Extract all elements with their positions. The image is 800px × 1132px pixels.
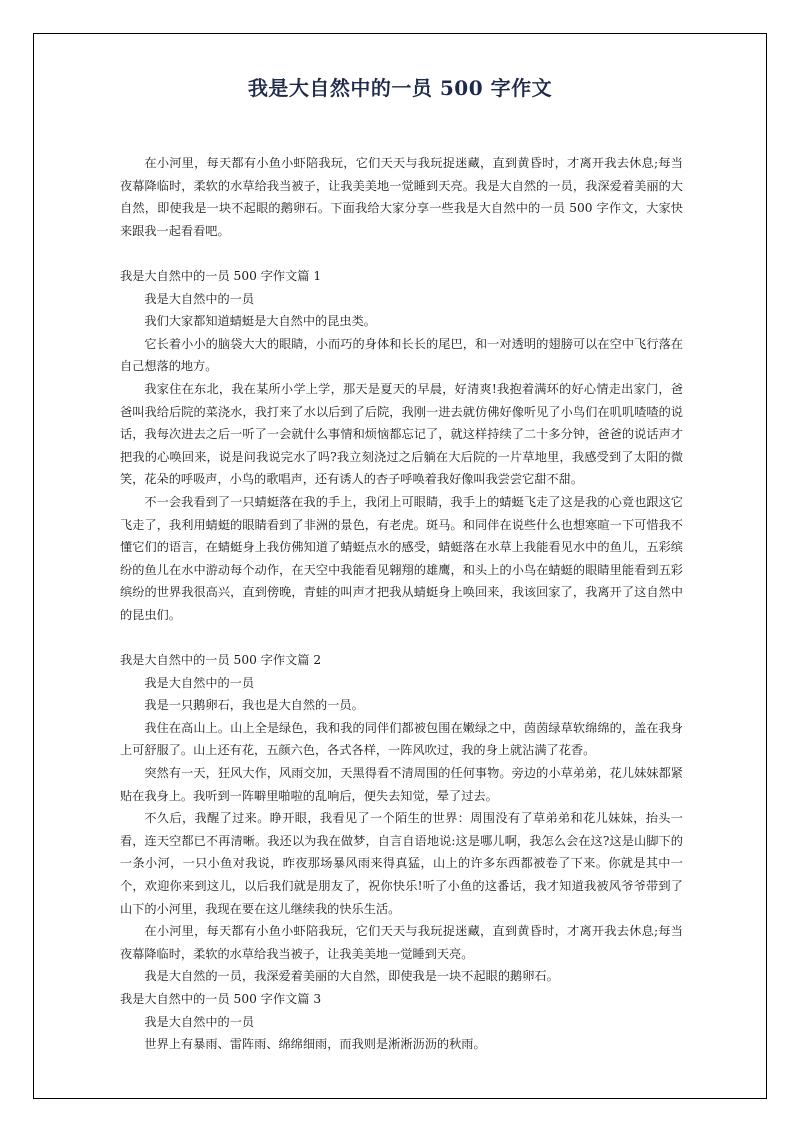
paragraph: 我住在高山上。山上全是绿色，我和我的同伴们都被包围在嫩绿之中，茵茵绿草软绵绵的，盖在我身上可舒服了。山上还有花，五颜六色，各式各样，一阵风吹过，我的身上就沾满了花香。 bbox=[120, 720, 683, 758]
document-title: 我是大自然中的一员 500 字作文 bbox=[247, 76, 553, 100]
paragraph: 我是大自然的一员，我深爱着美丽的大自然，即使我是一块不起眼的鹅卵石。 bbox=[144, 969, 559, 984]
section-heading: 我是大自然中的一员 500 字作文篇 1 bbox=[120, 268, 322, 283]
paragraph: 我是一只鹅卵石，我也是大自然的一员。 bbox=[144, 698, 364, 713]
intro-paragraph: 在小河里，每天都有小鱼小虾陪我玩，它们天天与我玩捉迷藏，直到黄昏时，才离开我去休息;每当夜幕降临时，柔软的水草给我当被子，让我美美地一觉睡到天亮。我是大自然的一员，我深爱着美丽的大自然，即使我是一块不起眼的鹅卵石。下面我给大家分享一些我是大自然中的一员 500 字作文，大家快来跟我一起看看吧。 bbox=[120, 156, 683, 238]
paragraph: 它长着小小的脑袋大大的眼睛，小而巧的身体和长长的尾巴，和一对透明的翅膀可以在空中飞行落在自己想落的地方。 bbox=[120, 336, 683, 374]
spacer bbox=[120, 242, 683, 265]
section-subtitle: 我是大自然中的一员 bbox=[144, 1014, 255, 1029]
section-heading: 我是大自然中的一员 500 字作文篇 3 bbox=[120, 991, 322, 1006]
paragraph: 我们大家都知道蜻蜓是大自然中的昆虫类。 bbox=[144, 314, 376, 329]
document-body bbox=[120, 152, 683, 1056]
paragraph: 我家住在东北，我在某所小学上学，那天是夏天的早晨，好清爽!我抱着满环的好心情走出家门，爸爸叫我给后院的菜浇水，我打来了水以后到了后院，我刚一进去就仿佛好像听见了小鸟们在叽叽喳喳的说话，我每次进去之后一听了一会就什么事情和烦恼都忘记了，就这样持续了二十多分钟，爸爸的说话声才把我的心唤回来，说是问我说完水了吗?我立刻浇过之后躺在大后院的一片草地里，我感受到了太阳的微笑，花朵的呼吸声，小鸟的歌唱声，还有诱人的杏子呼唤着我好像叫我尝尝它甜不甜。 bbox=[120, 381, 683, 487]
paragraph: 在小河里，每天都有小鱼小虾陪我玩，它们天天与我玩捉迷藏，直到黄昏时，才离开我去休息;每当夜幕降临时，柔软的水草给我当被子，让我美美地一觉睡到天亮。 bbox=[120, 924, 683, 961]
spacer bbox=[120, 626, 683, 649]
paragraph: 突然有一天，狂风大作，风雨交加，天黑得看不清周围的任何事物。旁边的小草弟弟，花儿妹妹都紧贴在我身上。我听到一阵噼里啪啦的乱响后，便失去知觉，晕了过去。 bbox=[120, 766, 683, 803]
paragraph: 世界上有暴雨、雷阵雨、绵绵细雨，而我则是淅淅沥沥的秋雨。 bbox=[144, 1037, 486, 1052]
section-subtitle: 我是大自然中的一员 bbox=[144, 291, 255, 306]
section-subtitle: 我是大自然中的一员 bbox=[144, 675, 255, 690]
paragraph: 不一会我看到了一只蜻蜓落在我的手上，我闭上可眼睛，我手上的蜻蜓飞走了这是我的心竟也跟这它飞走了，我利用蜻蜓的眼睛看到了非洲的景色，有老虎。斑马。和同伴在说些什么也想寒暄一下可惜我不懂它们的语言，在蜻蜓身上我仿佛知道了蜻蜓点水的感受，蜻蜓落在水草上我能看见水中的鱼儿，五彩缤纷的鱼儿在水中游动每个动作，在天空中我能看见翱翔的雄鹰，和头上的小鸟在蜻蜓的眼睛里能看到五彩缤纷的世界我很高兴，直到傍晚，青蛙的叫声才把我从蜻蜓身上唤回来，我该回家了，我离开了这自然中的昆虫们。 bbox=[120, 494, 683, 622]
paragraph: 不久后，我醒了过来。睁开眼，我看见了一个陌生的世界：周围没有了草弟弟和花儿妹妹，抬头一看，连天空都已不再清晰。我还以为我在做梦，自言自语地说:这是哪儿啊，我怎么会在这?这是山脚下的一条小河，一只小鱼对我说，昨夜那场暴风雨来得真猛，山上的许多东西都被卷了下来。你就是其中一个，欢迎你来到这儿，以后我们就是朋友了，祝你快乐!听了小鱼的这番话，我才知道我被风爷爷带到了山下的小河里，我现在要在这儿继续我的快乐生活。 bbox=[120, 811, 683, 916]
section-heading: 我是大自然中的一员 500 字作文篇 2 bbox=[120, 653, 322, 668]
